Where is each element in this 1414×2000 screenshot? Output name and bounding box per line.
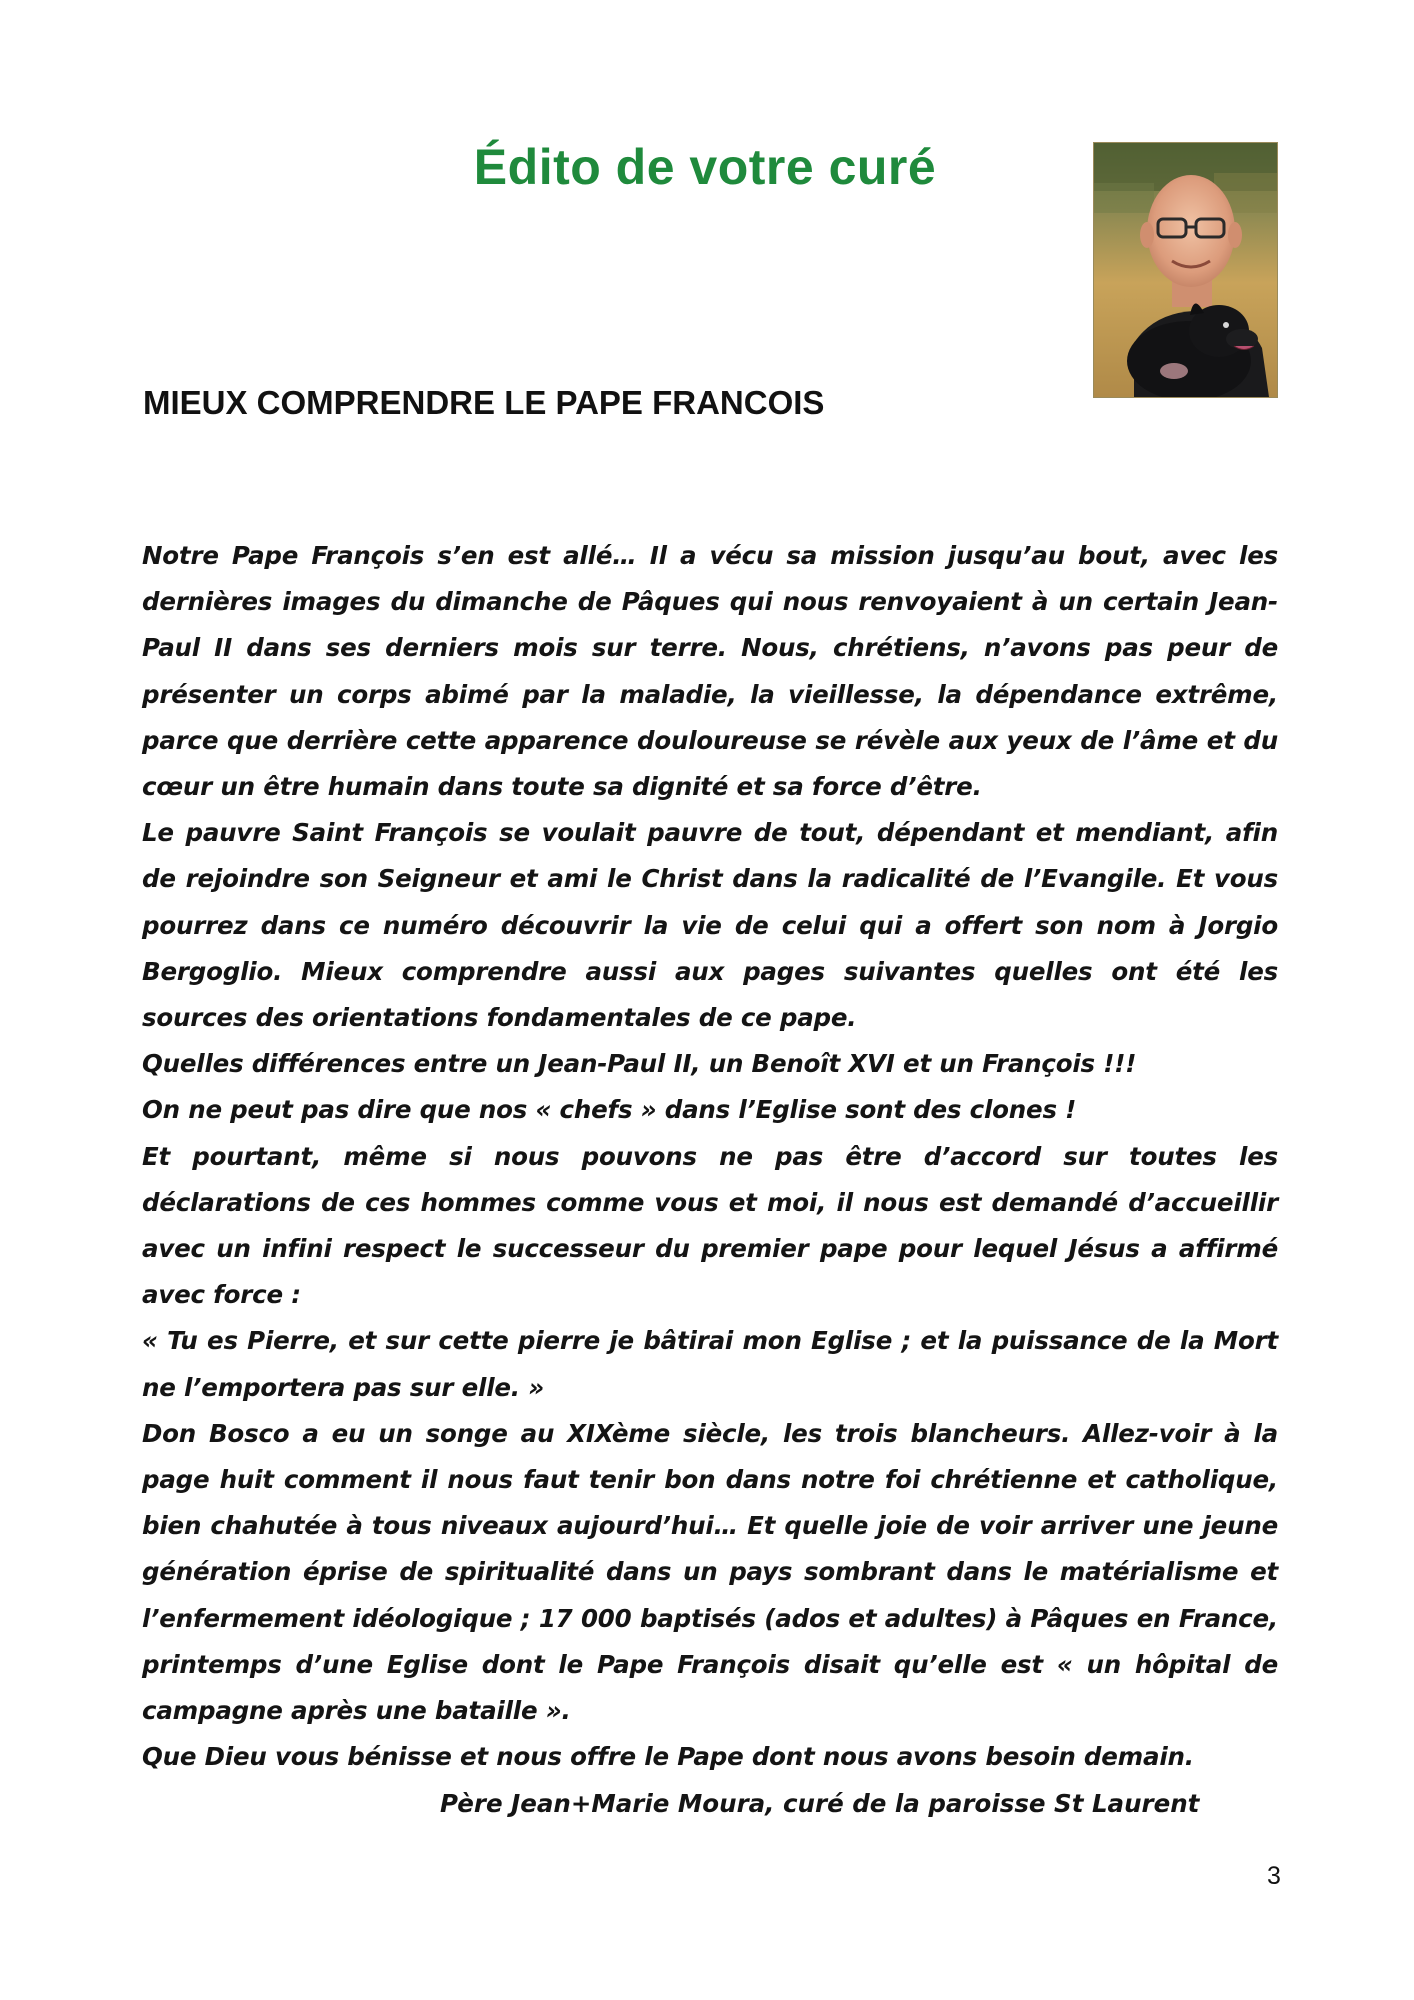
paragraph: Quelles différences entre un Jean-Paul II, un Benoît XVI et un François !!! bbox=[142, 1049, 1137, 1079]
paragraph: On ne peut pas dire que nos « chefs » dans l’Eglise sont des clones ! bbox=[142, 1095, 1077, 1125]
paragraph: « Tu es Pierre, et sur cette pierre je bâtirai mon Eglise ; et la puissance de la Mort ne l’emportera pas sur elle. » bbox=[142, 1326, 1278, 1402]
portrait-photo-icon bbox=[1094, 143, 1277, 397]
paragraph: Le pauvre Saint François se voulait pauvre de tout, dépendant et mendiant, afin de rejoindre son Seigneur et ami le Christ dans la radicalité de l’Evangile. Et vous pourrez dans ce numéro découvrir la vie de celui qui a offert son nom à Jorgio Bergoglio. Mieux comprendre aussi aux pages suivantes quelles ont été les sources des orientations fondamentales de ce pape. bbox=[142, 818, 1278, 1033]
paragraph: Don Bosco a eu un songe au XIXème siècle, les trois blancheurs. Allez-voir à la page huit comment il nous faut tenir bon dans notre foi chrétienne et catholique, bien chahutée à tous niveaux aujourd’hui… Et quelle joie de voir arriver une jeune génération éprise de spiritualité dans un pays sombrant dans le matérialisme et l’enfermement idéologique ; 17 000 baptisés (ados et adultes) à Pâques en France, printemps d’une Eglise dont le Pape François disait qu’elle est « un hôpital de campagne après une bataille ». bbox=[142, 1418, 1278, 1726]
priest-portrait-photo bbox=[1093, 142, 1278, 398]
paragraph: Notre Pape François s’en est allé… Il a vécu sa mission jusqu’au bout, avec les dernières images du dimanche de Pâques qui nous renvoyaient à un certain Jean-Paul II dans ses derniers mois sur terre. Nous, chrétiens, n’avons pas peur de présenter un corps abimé par la maladie, la vieillesse, la dépendance extrême, parce que derrière cette apparence douloureuse se révèle aux yeux de l’âme et du cœur un être humain dans toute sa dignité et sa force d’être. bbox=[142, 541, 1278, 802]
paragraph: Et pourtant, même si nous pouvons ne pas être d’accord sur toutes les déclarations de ces hommes comme vous et moi, il nous est demandé d’accueillir avec un infini respect le successeur du premier pape pour lequel Jésus a affirmé avec force : bbox=[142, 1141, 1278, 1310]
edito-body bbox=[142, 533, 1278, 1780]
page-title-text: Édito de votre curé bbox=[473, 139, 937, 195]
paragraph: Que Dieu vous bénisse et nous offre le Pape dont nous avons besoin demain. bbox=[142, 1742, 1194, 1772]
page-number: 3 bbox=[1267, 1862, 1281, 1890]
section-heading: MIEUX COMPRENDRE LE PAPE FRANCOIS bbox=[143, 384, 825, 421]
signature: Père Jean+Marie Moura, curé de la paroisse St Laurent bbox=[440, 1789, 1200, 1818]
